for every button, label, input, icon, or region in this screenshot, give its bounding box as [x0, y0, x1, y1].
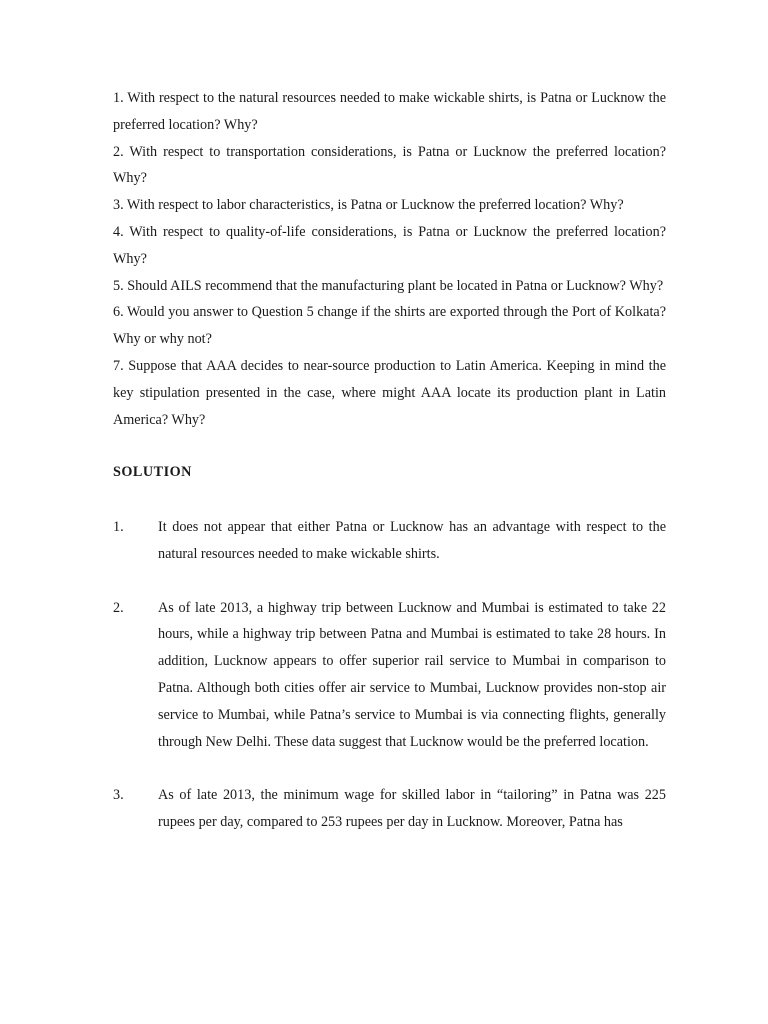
answer-text: It does not appear that either Patna or Lucknow has an advantage with respect to the natural resources needed to make wickable shirts.: [158, 519, 666, 562]
question-1: 1. With respect to the natural resources needed to make wickable shirts, is Patna or Lucknow the preferred location? Why?: [113, 90, 666, 133]
answer-number: 3.: [113, 787, 124, 804]
answer-text: As of late 2013, a highway trip between Lucknow and Mumbai is estimated to take 22 hours, while a highway trip between Patna and Mumbai is estimated to take 28 hours. In addition, Lucknow appears to offer superior rail service to Mumbai in comparison to Patna. Although both cities offer air service to Mumbai, Lucknow provides non-stop air service to Mumbai, while Patna’s service to Mumbai is via connecting flights, generally through New Delhi. These data suggest that Lucknow would be the preferred location.: [158, 599, 666, 750]
answer-3: [113, 782, 666, 836]
answer-number: 1.: [113, 519, 124, 536]
question-4: 4. With respect to quality-of-life considerations, is Patna or Lucknow the preferred location? Why?: [113, 223, 666, 267]
solution-heading: SOLUTION: [113, 464, 192, 481]
document-page: [113, 85, 666, 863]
answer-2: [113, 595, 666, 756]
question-5: 5. Should AILS recommend that the manufacturing plant be located in Patna or Lucknow? Why?: [113, 277, 664, 294]
question-2: 2. With respect to transportation considerations, is Patna or Lucknow the preferred location? Why?: [113, 143, 666, 187]
answer-1: [113, 514, 666, 568]
question-3: 3. With respect to labor characteristics, is Patna or Lucknow the preferred location? Why?: [113, 197, 624, 214]
question-7: 7. Suppose that AAA decides to near-source production to Latin America. Keeping in mind the key stipulation presented in the case, where might AAA locate its production plant in Latin America? Why?: [113, 357, 666, 428]
question-6: 6. Would you answer to Question 5 change if the shirts are exported through the Port of Kolkata? Why or why not?: [113, 304, 666, 348]
questions-section: [113, 85, 666, 433]
answers-section: [113, 514, 666, 836]
answer-text: As of late 2013, the minimum wage for skilled labor in “tailoring” in Patna was 225 rupees per day, compared to 253 rupees per day in Lucknow. Moreover, Patna has: [158, 787, 666, 830]
answer-number: 2.: [113, 599, 124, 616]
